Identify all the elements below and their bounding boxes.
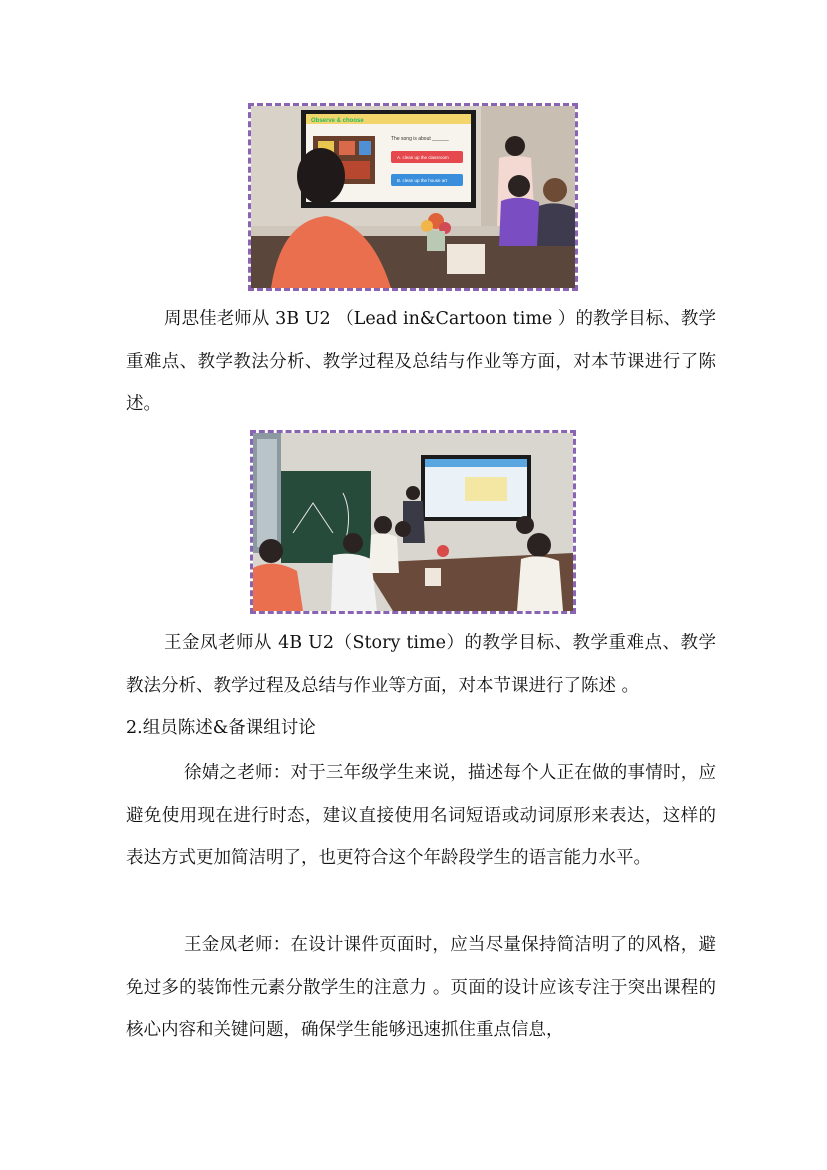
slide-title: Observe & choose xyxy=(311,118,364,124)
slide-question: The song is about ______ xyxy=(391,136,449,142)
photo-2-scene xyxy=(253,433,573,611)
paragraph-3: 徐婧之老师：对于三年级学生来说，描述每个人正在做的事情时，应避免使用现在进行时态，建议直接使用名词短语或动词原形来表达，这样的表达方式更加简洁明了，也更符合这个年龄段学生的语言能力水平。 xyxy=(126,763,716,868)
meeting-photo-2 xyxy=(250,430,576,614)
paragraph-1: 周思佳老师从 3B U2 （Lead in&Cartoon time ）的教学目标、教学重难点、教学教法分析、教学过程及总结与作业等方面，对本节课进行了陈述。 xyxy=(126,309,716,414)
photo-1-scene xyxy=(251,106,575,288)
option-b-label: B. clean up the house art xyxy=(397,178,448,183)
paragraph-2: 王金凤老师从 4B U2（Story time）的教学目标、教学重难点、教学教法分析、教学过程及总结与作业等方面，对本节课进行了陈述 。 xyxy=(126,633,716,696)
option-a-label: A. clean up the classroom xyxy=(397,155,449,160)
paragraph-4: 王金凤老师：在设计课件页面时，应当尽量保持简洁明了的风格，避免过多的装饰性元素分散学生的注意力 。页面的设计应该专注于突出课程的核心内容和关键问题，确保学生能够迅速抓住重点信息， xyxy=(126,935,716,1040)
section-heading: 2.组员陈述&备课组讨论 xyxy=(126,718,316,738)
meeting-photo-1 xyxy=(248,103,578,291)
